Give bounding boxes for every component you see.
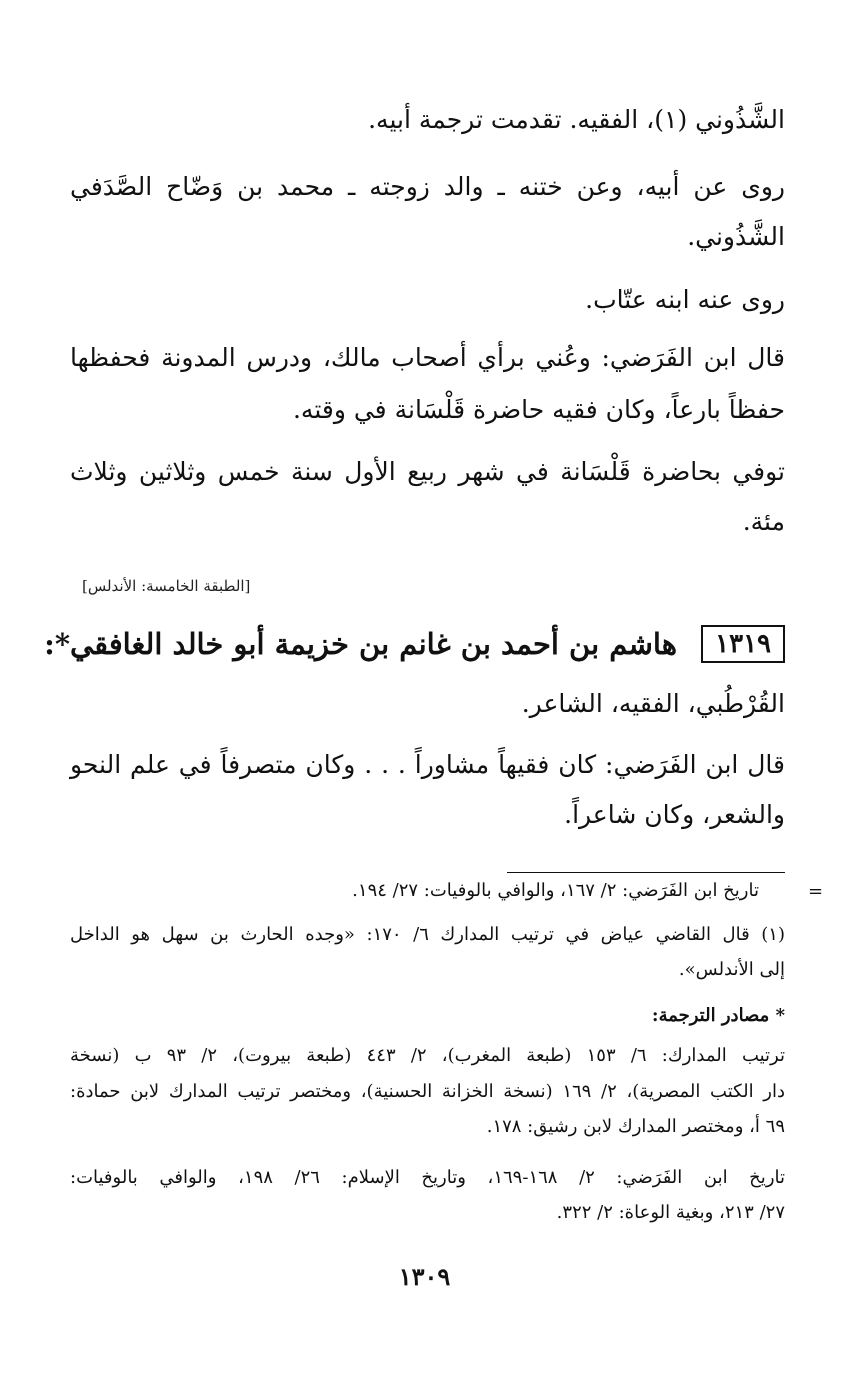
running-header: [الطبقة الخامسة: الأندلس]: [82, 577, 251, 595]
entry-line-2: قال ابن الفَرَضي: كان فقيهاً مشاوراً . . . وكان متصرفاً في علم النحو: [70, 750, 785, 779]
entry-heading: [44, 622, 785, 664]
prev-entry-line-2: روى عن أبيه، وعن ختنه ـ والد زوجته ـ محمد بن وَضّاح الصَّدَفي: [70, 172, 785, 201]
sources-line-4: تاريخ ابن الفَرَضي: ٢/ ١٦٨-١٦٩، وتاريخ الإسلام: ٢٦/ ١٩٨، والوافي بالوفيات:: [70, 1167, 786, 1188]
footnote-separator: [507, 872, 785, 873]
footnote-1-line-2: إلى الأندلس».: [678, 959, 785, 980]
prev-entry-line-4: روى عنه ابنه عتّاب.: [585, 285, 785, 314]
footnote-continuation: تاريخ ابن الفَرَضي: ٢/ ١٦٧، والوافي بالوفيات: ٢٧/ ١٩٤.: [352, 880, 759, 901]
prev-entry-line-3: الشَّذُوني.: [687, 222, 785, 251]
sources-line-1: ترتيب المدارك: ٦/ ١٥٣ (طبعة المغرب)، ٢/ ٤٤٣ (طبعة بيروت)، ٢/ ٩٣ ب (نسخة: [70, 1045, 786, 1066]
continuation-mark: =: [808, 881, 824, 902]
entry-line-1: القُرْطُبي، الفقيه، الشاعر.: [521, 689, 785, 718]
entry-line-3: والشعر، وكان شاعراً.: [564, 800, 785, 829]
page-number: ١٣٠٩: [398, 1262, 451, 1291]
footnote-1-line-1: (١) قال القاضي عياض في ترتيب المدارك ٦/ ١٧٠: «وجده الحارث بن سهل هو الداخل: [70, 924, 785, 945]
sources-line-2: دار الكتب المصرية)، ٢/ ١٦٩ (نسخة الخزانة الحسنية)، ومختصر ترتيب المدارك لابن حمادة:: [70, 1081, 785, 1102]
entry-title: هاشم بن أحمد بن غانم بن خزيمة أبو خالد الغافقي*:: [44, 627, 678, 661]
prev-entry-line-5: قال ابن الفَرَضي: وعُني برأي أصحاب مالك، ودرس المدونة فحفظها: [70, 343, 785, 372]
prev-entry-line-1: الشَّذُوني (١)، الفقيه. تقدمت ترجمة أبيه.: [368, 105, 785, 134]
prev-entry-line-7: توفي بحاضرة قَلْسَانة في شهر ربيع الأول سنة خمس وثلاثين وثلاث: [70, 457, 785, 486]
sources-line-5: ٢٧/ ٢١٣، وبغية الوعاة: ٢/ ٣٢٢.: [556, 1202, 785, 1223]
entry-number: ١٣١٩: [701, 625, 785, 663]
prev-entry-line-8: مئة.: [742, 507, 785, 536]
sources-line-3: ٦٩ أ، ومختصر المدارك لابن رشيق: ١٧٨.: [486, 1116, 785, 1137]
sources-heading: * مصادر الترجمة:: [651, 1005, 785, 1026]
prev-entry-line-6: حفظاً بارعاً، وكان فقيه حاضرة قَلْسَانة في وقته.: [292, 395, 785, 424]
